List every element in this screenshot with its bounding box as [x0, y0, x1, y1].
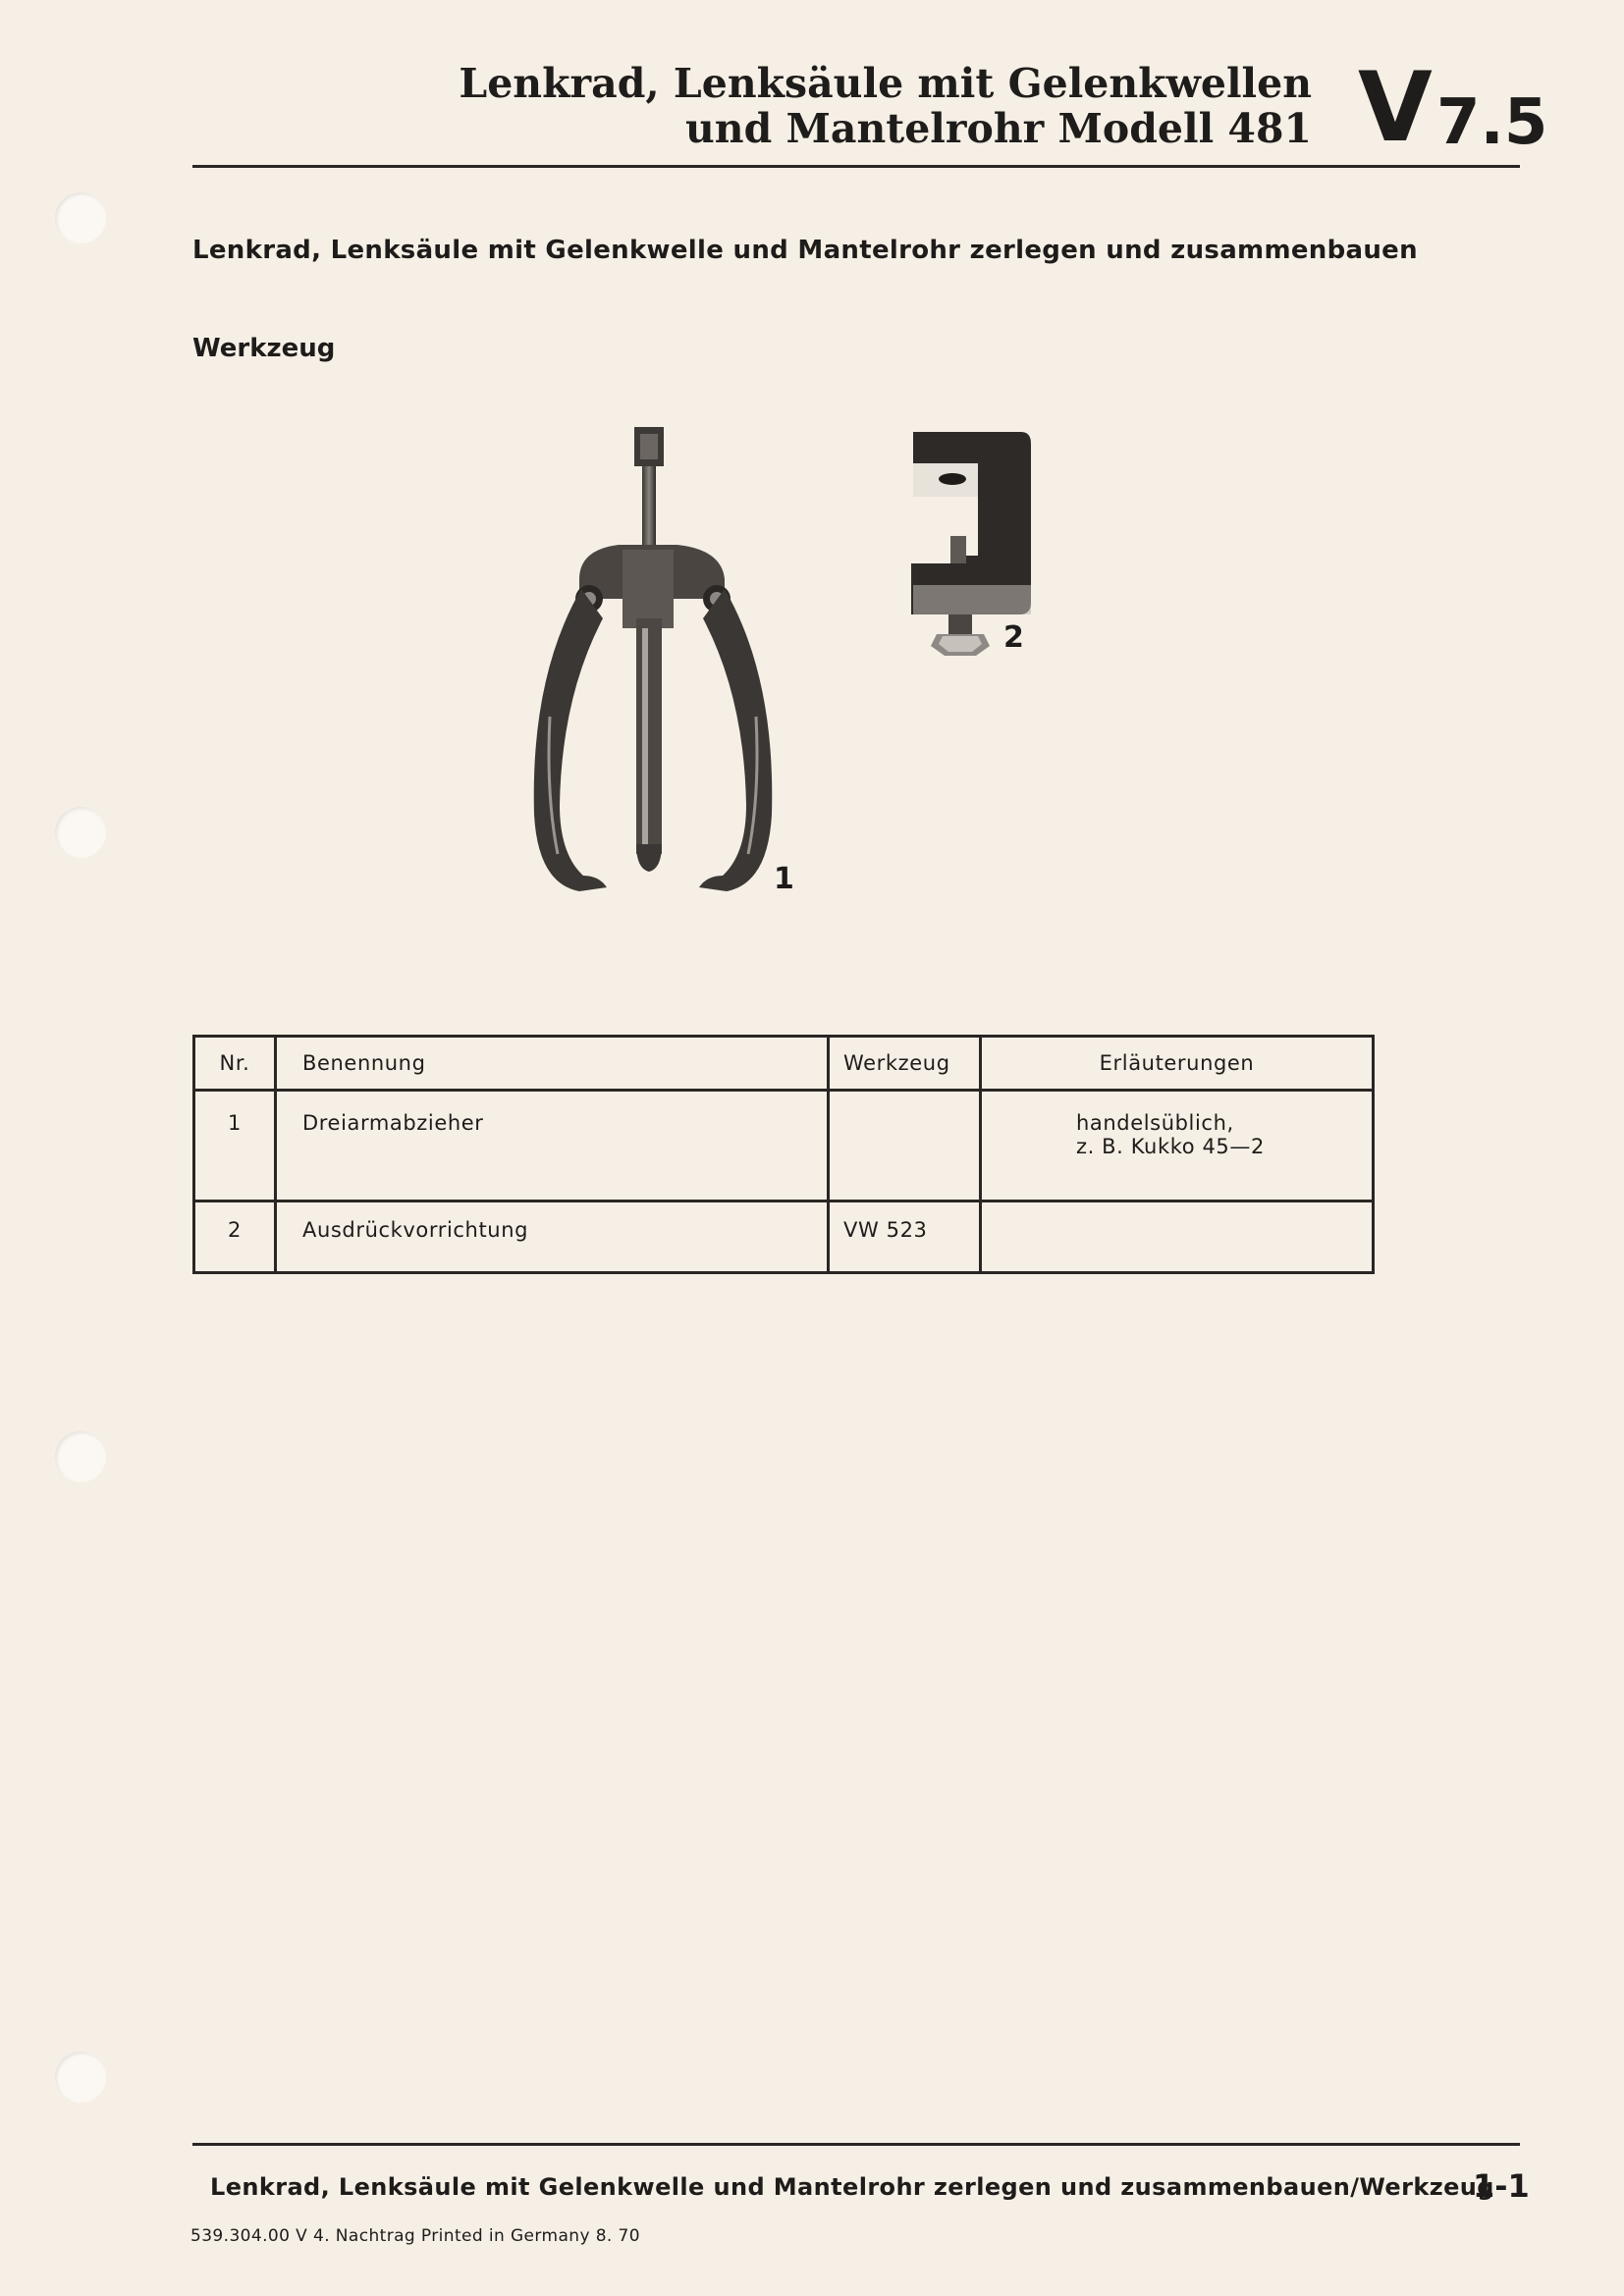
punch-hole-4: [55, 2052, 106, 2103]
footer-title: Lenkrad, Lenksäule mit Gelenkwelle und Mantelrohr zerlegen und zusammenbauen/Werkzeug: [210, 2173, 1494, 2201]
punch-hole-3: [55, 1431, 106, 1482]
table-header-row: [194, 1037, 1374, 1091]
row-werkzeug: VW 523: [829, 1201, 981, 1273]
punch-hole-1: [55, 192, 106, 243]
header-werkzeug: Werkzeug: [829, 1037, 981, 1091]
figure-2-callout: 2: [1003, 620, 1024, 655]
row-erlaeuterungen-line-1: handelsüblich,: [1076, 1111, 1234, 1135]
header-erlaeuterungen: Erläuterungen: [981, 1037, 1374, 1091]
tools-heading: Werkzeug: [192, 334, 336, 363]
section-number: 7.5: [1436, 86, 1548, 159]
page-number: 1-1: [1473, 2167, 1530, 2205]
tools-table: [192, 1035, 1375, 1274]
footer-rule: [192, 2143, 1520, 2146]
table-row: [194, 1091, 1374, 1201]
row-erlaeuterungen-line-2: z. B. Kukko 45—2: [1076, 1135, 1265, 1158]
punch-hole-2: [55, 807, 106, 858]
section-letter: V: [1358, 52, 1433, 164]
three-arm-puller-icon: [520, 422, 785, 903]
section-subtitle: Lenkrad, Lenksäule mit Gelenkwelle und Mantelrohr zerlegen und zusammenbauen: [192, 236, 1418, 265]
header-rule: [192, 165, 1520, 168]
row-erlaeuterungen: [981, 1201, 1374, 1273]
header-nr: Nr.: [194, 1037, 276, 1091]
table-row: [194, 1201, 1374, 1273]
row-nr: 2: [194, 1201, 276, 1273]
row-benennung: Dreiarmabzieher: [276, 1091, 829, 1201]
page-title-line-2: und Mantelrohr Modell 481: [684, 105, 1312, 152]
figure-1-callout: 1: [774, 862, 794, 896]
page-title-line-1: Lenkrad, Lenksäule mit Gelenkwellen: [459, 60, 1312, 107]
row-werkzeug: [829, 1091, 981, 1201]
print-note: 539.304.00 V 4. Nachtrag Printed in Germany 8. 70: [190, 2226, 640, 2246]
row-nr: 1: [194, 1091, 276, 1201]
section-code: [1358, 52, 1548, 164]
header-benennung: Benennung: [276, 1037, 829, 1091]
row-erlaeuterungen: [981, 1091, 1374, 1201]
row-benennung: Ausdrückvorrichtung: [276, 1201, 829, 1273]
page-title: [459, 61, 1312, 151]
